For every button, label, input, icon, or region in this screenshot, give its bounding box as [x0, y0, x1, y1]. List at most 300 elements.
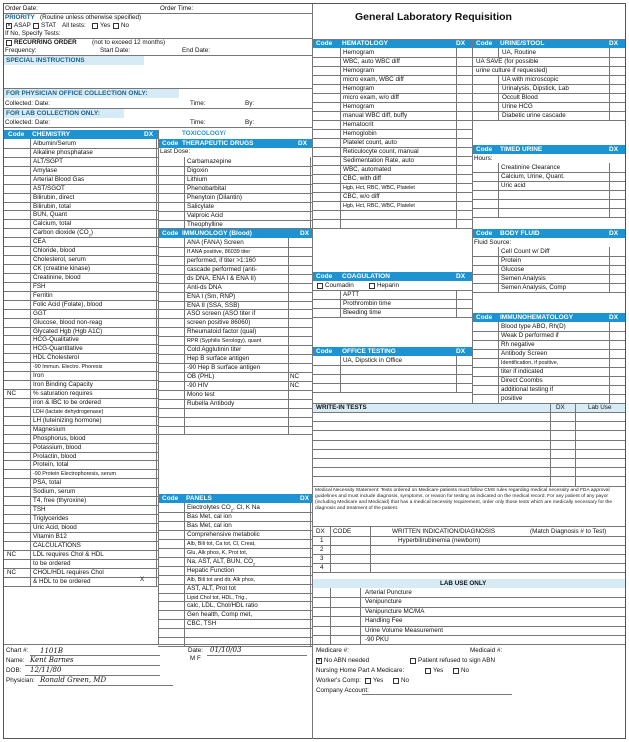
no-label: No — [401, 677, 410, 684]
end-date-label: End Date: — [182, 47, 211, 54]
dx-col-header: DX — [316, 528, 325, 535]
column-line — [312, 644, 313, 739]
chemistry-item[interactable]: -90 Protein Electrophoresis, serum — [33, 471, 116, 478]
lab-use-header: Lab Use — [588, 404, 612, 411]
timed-item[interactable]: Creatinine Clearance — [501, 164, 561, 171]
rule-line — [312, 129, 472, 130]
rule-line — [472, 292, 625, 293]
column-line — [456, 290, 457, 317]
immunohematology-item[interactable]: positive — [501, 395, 523, 402]
column-line — [609, 163, 610, 217]
immunology-item[interactable]: performed, if titer >1:160 — [187, 256, 256, 264]
medicare-statement: Medical Necessity Statement: Tests ordered on Medicare patients must follow CMS rules regarding medical necessity and FDA approval guidelines and must include diagnosis, symptoms, or reason for testing as indicated on the medical record. For any patient of any payor (including Medicare and Medicaid) that has a medical necessity requirement, order only those tests which are medically necessary for the diagnosis and treatment of the patient. — [315, 488, 613, 511]
immunology-item[interactable]: RPR (Syphilis Serology), quant — [187, 338, 262, 345]
body-fluid-item[interactable]: Semen Analysis, Comp — [501, 284, 567, 291]
section-title: IMMUNOLOGY (Blood) — [182, 230, 252, 237]
hematology-item[interactable]: micro exam, WBC diff — [343, 76, 404, 83]
chemistry-item[interactable]: Iron Binding Capacity — [33, 381, 93, 389]
chemistry-item[interactable]: -90 Immun. Electro. Phoresis — [33, 364, 103, 371]
chemistry-item[interactable]: HDL Cholesterol — [33, 354, 79, 362]
office-item[interactable]: UA, Dipstick in Office — [343, 357, 403, 364]
rule-line — [4, 219, 158, 220]
toxicology-item[interactable]: Phenytoin (Dilantin) — [187, 193, 242, 201]
rule-line — [312, 210, 472, 211]
column-line — [184, 238, 185, 434]
chemistry-item[interactable]: to be ordered — [33, 559, 71, 567]
rule-line — [312, 440, 625, 441]
rule-line — [4, 127, 312, 128]
chemistry-item[interactable]: Magnesium — [33, 425, 66, 433]
immunology-item[interactable]: Anti-ds DNA — [187, 283, 222, 291]
immunology-item[interactable]: OB (PHL) — [187, 372, 215, 380]
column-line — [288, 238, 289, 434]
immunology-item[interactable]: ANA (FANA) Screen — [187, 239, 244, 246]
chemistry-item[interactable]: HCG-Qualitative — [33, 336, 79, 344]
rule-line — [158, 166, 312, 167]
chemistry-item[interactable]: Triglycerides — [33, 515, 69, 523]
rule-line — [312, 458, 625, 459]
recurring-checkbox[interactable] — [6, 40, 12, 46]
hours-label: Hours: — [474, 155, 493, 162]
chemistry-item[interactable]: Uric Acid, blood — [33, 523, 77, 531]
diagnosis-text[interactable]: Hyperbilirubinemia (newborn) — [398, 537, 481, 544]
immunology-item[interactable]: ENA I (Sm, RNP) — [187, 292, 236, 300]
stat-label: STAT — [41, 22, 57, 29]
immunohematology-item[interactable]: titer if indicated — [501, 368, 544, 375]
code-header: Code — [8, 131, 25, 138]
rule-line — [4, 541, 158, 542]
urine-item[interactable]: Occult Blood — [502, 94, 538, 101]
urine-item[interactable]: urine culture if requested) — [476, 67, 548, 74]
immunology-item[interactable]: cascade performed (anti- — [187, 265, 257, 273]
chemistry-item[interactable]: CHOL/HDL requires Chol — [33, 568, 104, 576]
chemistry-item[interactable]: % saturation requires — [33, 390, 93, 398]
panels-item[interactable]: Electrolytes $CO_2$, Cl, K Na — [187, 504, 260, 513]
diagnosis-number: 2 — [320, 546, 324, 553]
chemistry-item[interactable]: CK (creatine kinase) — [33, 265, 91, 273]
toxicology-item[interactable]: Lithium — [187, 175, 208, 183]
order-time-label: Order Time: — [160, 5, 194, 12]
immunology-item[interactable]: ds DNA, ENA I & ENA II) — [187, 274, 256, 282]
chemistry-item[interactable]: Cholesterol, serum — [33, 256, 86, 264]
heparin-checkbox[interactable] — [369, 283, 375, 289]
immunohematology-item[interactable]: Direct Coombs — [501, 377, 543, 384]
body-fluid-item[interactable]: Glucose — [501, 266, 525, 273]
hematology-item[interactable]: micro exam, w/o diff — [343, 94, 399, 101]
hematology-item[interactable]: Hemoglobin — [343, 130, 377, 137]
immunology-item[interactable]: Mono test — [187, 390, 215, 398]
hematology-item[interactable]: WBC, automated — [343, 166, 391, 173]
body-fluid-item[interactable]: Cell Count w/ Diff — [501, 248, 550, 255]
lab-use-item[interactable]: Urine Volume Measurement — [365, 626, 444, 634]
rule-line — [312, 476, 625, 477]
rule-line — [312, 526, 625, 527]
urine-item[interactable]: UA, Routine — [502, 49, 536, 56]
chemistry-item[interactable]: Glycated Hgb (Hgb A1C) — [33, 327, 103, 335]
rule-line — [4, 532, 158, 533]
column-line — [330, 527, 331, 572]
lab-use-item[interactable]: Arterial Puncture — [365, 589, 412, 596]
immunohematology-item[interactable]: Identification, if positive, — [501, 360, 559, 366]
panels-item[interactable]: Comprehensive metabolic — [187, 530, 260, 538]
timed-item[interactable]: Uric acid — [501, 182, 526, 189]
rule-line — [312, 607, 625, 608]
hematology-item[interactable]: CBC, w/o diff — [343, 193, 380, 200]
lab-use-item[interactable]: Venipuncture MC/MA — [365, 607, 425, 615]
immunohematology-item[interactable]: additional testing if — [501, 386, 554, 393]
chemistry-item[interactable]: Arterial Blood Gas — [33, 175, 85, 183]
rule-line — [312, 66, 472, 67]
urine-item[interactable]: Urine HCG — [502, 103, 533, 110]
immunology-item[interactable]: Rubella Antibody — [187, 399, 235, 407]
chemistry-item[interactable]: & HDL to be ordered — [33, 577, 91, 585]
toxicology-item[interactable]: Phenobarbital — [187, 184, 226, 192]
rule-line — [312, 219, 472, 220]
lab-use-item[interactable]: -90 PKU — [365, 636, 389, 643]
nursing-no-checkbox[interactable] — [453, 668, 459, 674]
column-line — [609, 48, 610, 120]
priority-note: (Routine unless otherwise specified) — [40, 14, 142, 21]
column-line — [340, 356, 341, 392]
immunology-item[interactable]: ASO screen (ASO titer if — [187, 310, 256, 318]
column-line — [498, 48, 499, 57]
chemistry-item[interactable]: BUN, Quant — [33, 211, 67, 219]
rule-line — [312, 626, 625, 627]
rule-line — [312, 39, 625, 40]
workers-no-checkbox[interactable] — [393, 678, 399, 684]
immunology-item[interactable]: screen positive 86060) — [187, 319, 251, 327]
rule-line — [312, 430, 625, 431]
workers-yes-checkbox[interactable] — [365, 678, 371, 684]
coagulation-item[interactable]: APTT — [343, 291, 360, 298]
rule-line — [312, 467, 625, 468]
toxicology-item[interactable]: Carbamazepine — [187, 158, 232, 165]
chemistry-item[interactable]: Bilirubin, direct — [33, 193, 75, 201]
column-line — [370, 527, 371, 572]
chemistry-item[interactable]: Amylase — [33, 166, 58, 174]
chemistry-item[interactable]: Calcium, total — [33, 220, 72, 228]
hematology-item[interactable]: Hematocrit — [343, 121, 374, 128]
panels-item[interactable]: Hepatic Function — [187, 566, 235, 574]
refused-abn-checkbox[interactable] — [410, 658, 416, 664]
lab-use-item[interactable]: Venipuncture — [365, 598, 402, 606]
column-line — [184, 157, 185, 228]
match-note: (Match Diagnosis # to Test) — [530, 528, 607, 535]
order-date-label: Order Date: — [5, 5, 38, 12]
chemistry-item[interactable]: Albumin/Serum — [33, 140, 77, 147]
lab-use-item[interactable]: Handling Fee — [365, 617, 403, 625]
rule-line — [4, 514, 158, 515]
diagnosis-number: 1 — [320, 537, 324, 544]
dx-value: NC — [290, 372, 300, 380]
column-line — [498, 75, 499, 120]
code-header: Code — [316, 273, 333, 280]
write-in-title: WRITE-IN TESTS — [316, 404, 367, 411]
immunology-header — [158, 229, 312, 238]
yes-label: Yes — [100, 22, 111, 29]
code-header: Code — [162, 230, 179, 237]
chemistry-item[interactable]: TSH — [33, 506, 46, 514]
code-header: Code — [316, 40, 333, 47]
medicare-label: Medicare #: — [316, 647, 349, 654]
hematology-item[interactable]: Hemogram — [343, 103, 375, 110]
chemistry-item[interactable]: CALCULATIONS — [33, 541, 81, 549]
chemistry-item[interactable]: Prolactin, blood — [33, 452, 77, 460]
chemistry-item[interactable]: LDL requires Chol & HDL — [33, 550, 104, 558]
column-line — [360, 588, 361, 644]
immunohematology-item[interactable]: Rh negative — [501, 341, 535, 348]
rule-line — [472, 102, 625, 103]
hematology-item[interactable]: manual WBC diff, buffy — [343, 112, 408, 119]
panels-item[interactable]: Alb, Bili tot, Ca tot, Cl, Creat, — [187, 540, 256, 547]
rule-line — [472, 376, 625, 377]
chart-value: 1101B — [40, 647, 63, 655]
immunology-item[interactable]: If ANA positive, 86039 titer — [187, 248, 251, 255]
toxicology-item[interactable]: Theophylline — [187, 220, 223, 228]
immunology-item[interactable]: -90 Hep B surface antigen — [187, 364, 261, 372]
immunohematology-item[interactable]: Weak D performed if — [501, 332, 559, 339]
body-fluid-item[interactable]: Semen Analysis — [501, 275, 546, 282]
hematology-item[interactable]: Hemogram — [343, 49, 375, 56]
nursing-yes-checkbox[interactable] — [425, 668, 431, 674]
written-col-header: WRITTEN INDICATION/DIAGNOSIS — [392, 528, 496, 535]
office-header — [312, 347, 472, 356]
dx-header: DX — [456, 40, 466, 47]
chemistry-item[interactable]: LDH (lactate dehydrogenase) — [33, 408, 104, 415]
coagulation-item[interactable]: Bleeding time — [343, 309, 382, 316]
chemistry-item[interactable]: AST/SGOT — [33, 184, 65, 192]
coumadin-checkbox[interactable] — [317, 283, 323, 289]
no-checkbox[interactable] — [113, 23, 119, 29]
hematology-item[interactable]: Hgb, Hct, RBC, WBC, Platelet — [343, 203, 415, 209]
panels-item[interactable]: calc, LDL, Chol/HDL ratio — [187, 602, 258, 610]
chemistry-item[interactable]: LH (luteinizing hormone) — [33, 416, 102, 424]
panels-item[interactable]: Glu, Alk phos, K, Prot tot, — [187, 549, 248, 556]
panels-item[interactable]: Bas Met, cal ion — [187, 521, 232, 529]
chemistry-item[interactable]: Vitamin B12 — [33, 532, 67, 540]
rule-line — [312, 174, 472, 175]
rule-line — [4, 644, 625, 645]
column-line — [498, 163, 499, 217]
chemistry-item[interactable]: Glucose, blood non-reag — [33, 318, 102, 326]
rule-line — [38, 685, 173, 686]
rule-line — [312, 545, 625, 546]
chemistry-item[interactable]: ALT/SGPT — [33, 157, 63, 165]
chemistry-item[interactable]: Ferritin — [33, 291, 53, 299]
rule-line — [312, 572, 625, 573]
rule-line — [4, 202, 158, 203]
rule-line — [312, 317, 472, 318]
panels-item[interactable]: Gen health, Comp met, — [187, 611, 253, 619]
code-header: Code — [476, 314, 493, 321]
code-header: Code — [162, 140, 179, 147]
physician-label: Physician: — [6, 677, 35, 684]
hematology-item[interactable]: WBC, auto WBC diff — [343, 58, 400, 65]
hematology-item[interactable]: Hemogram — [343, 85, 375, 92]
chemistry-item[interactable]: CEA — [33, 238, 46, 246]
code-value: NC — [7, 390, 17, 398]
rule-line — [4, 487, 158, 488]
chemistry-item[interactable]: T4, free (thyroxine) — [33, 497, 87, 505]
hematology-item[interactable]: Platelet count, auto — [343, 139, 397, 146]
chemistry-item[interactable]: Chloride, blood — [33, 247, 76, 255]
timed-urine-header — [472, 145, 625, 154]
section-title: COAGULATION — [342, 273, 390, 280]
rule-line — [4, 335, 158, 336]
rule-line — [312, 449, 625, 450]
collected-label: Collected: — [5, 119, 34, 126]
column-line — [550, 403, 551, 486]
chemistry-item[interactable]: PSA, total — [33, 479, 62, 487]
column-line — [498, 247, 499, 292]
urine-item[interactable]: Urinalysis, Dipstick, Lab — [502, 85, 569, 92]
urine-item[interactable]: Diabetic urine cascade — [502, 112, 566, 119]
rule-line — [158, 434, 312, 435]
rule-line — [312, 165, 472, 166]
chemistry-item[interactable]: Protein, total — [33, 461, 69, 469]
column-line — [472, 39, 473, 403]
panels-item[interactable]: Alb, Bili tot and dir, Alk phos, — [187, 576, 256, 583]
timed-item[interactable]: Calcium, Urine, Quant. — [501, 173, 565, 180]
rule-line — [472, 274, 625, 275]
body-fluid-item[interactable]: Protein — [501, 257, 521, 264]
immunology-item[interactable]: Cold Agglutinin titer — [187, 346, 242, 354]
rule-line — [472, 199, 625, 200]
panels-item[interactable]: CBC, TSH — [187, 620, 217, 628]
body-fluid-header — [472, 229, 625, 238]
panels-item[interactable]: Na, AST, ALT, BUN, $CO_2$ — [187, 557, 256, 566]
yes-label: Yes — [433, 667, 444, 674]
frequency-label: Frequency: — [5, 47, 37, 54]
rule-line — [4, 273, 158, 274]
asap-checkbox[interactable]: × — [7, 23, 11, 29]
urine-item[interactable]: UA with microscopic — [502, 76, 559, 83]
column-line — [498, 322, 499, 403]
section-title: THERAPEUTIC DRUGS — [182, 140, 254, 147]
chemistry-item[interactable]: Creatinine, blood — [33, 273, 81, 281]
immunology-item[interactable]: ENA II (SSA, SSB) — [187, 301, 240, 309]
rule-line — [312, 635, 625, 636]
hematology-item[interactable]: Hgb, Hct, RBC, WBC, Platelet — [343, 185, 415, 191]
priority-label: PRIORITY — [5, 14, 35, 21]
rule-line — [4, 291, 158, 292]
chemistry-item[interactable]: Iron — [33, 372, 44, 380]
rule-line — [472, 217, 625, 218]
coumadin-label: Coumadin — [325, 282, 354, 289]
rule-line — [4, 559, 158, 560]
rule-line — [312, 84, 472, 85]
column-line — [184, 503, 185, 646]
toxicology-item[interactable]: Digoxin — [187, 166, 208, 174]
physician-collection-heading: FOR PHYSICIAN OFFICE COLLECTION ONLY: — [4, 89, 179, 98]
column-line — [340, 290, 341, 317]
date-value: 01/10/03 — [210, 646, 242, 654]
dx-header: DX — [609, 314, 619, 321]
time-label: Time: — [190, 100, 206, 107]
urine-item[interactable]: UA SAVE (for possible — [476, 58, 539, 65]
chemistry-item[interactable]: HCG-Quantitative — [33, 345, 83, 353]
rule-line — [312, 102, 472, 103]
hematology-item[interactable]: Reticulocyte count, manual — [343, 148, 419, 155]
chemistry-item[interactable]: Potassium, blood — [33, 443, 82, 451]
sex-marker: M F — [190, 655, 201, 662]
chemistry-item[interactable]: iron & IBC to be ordered — [33, 398, 101, 406]
dx-header: DX — [300, 495, 310, 502]
hematology-item[interactable]: CBC, with diff — [343, 175, 382, 182]
panels-item[interactable]: AST, ALT, Prot tot — [187, 584, 236, 592]
rule-line — [312, 554, 625, 555]
date-label: Date: — [188, 647, 204, 654]
rule-line — [312, 421, 625, 422]
column-line — [158, 130, 159, 644]
dx-header: DX — [298, 140, 308, 147]
rule-line — [158, 619, 312, 620]
immunohematology-item[interactable]: Blood type ABO, Rh(D) — [501, 323, 566, 330]
chemistry-item[interactable]: Phosphorus, blood — [33, 434, 86, 442]
rule-line — [472, 190, 625, 191]
toxicology-item[interactable]: Valproic Acid — [187, 211, 223, 219]
code-header: Code — [476, 230, 493, 237]
chemistry-item[interactable]: Carbon dioxide $(CO_2)$ — [33, 229, 93, 238]
rule-line — [312, 299, 472, 300]
rule-line — [312, 308, 472, 309]
immunology-item[interactable]: Hep B surface antigen — [187, 355, 250, 363]
rule-line — [4, 210, 158, 211]
yes-checkbox[interactable] — [92, 23, 98, 29]
chemistry-item[interactable]: Alkaline phosphatase — [33, 148, 93, 156]
column-line — [609, 247, 610, 292]
time-label: Time: — [190, 119, 206, 126]
no-abn-checkbox[interactable]: × — [317, 658, 321, 664]
column-line — [310, 157, 311, 228]
rule-line — [312, 290, 472, 291]
rule-line — [312, 392, 472, 393]
section-title: CHEMISTRY — [32, 131, 71, 138]
chemistry-item[interactable]: Folic Acid (Folate), blood — [33, 300, 103, 308]
rule-line — [158, 220, 312, 221]
chemistry-item[interactable]: GGT — [33, 309, 47, 317]
collected-label: Collected: — [5, 100, 34, 107]
company-account-label: Company Account: — [316, 687, 369, 694]
coagulation-item[interactable]: Prothrombin time — [343, 300, 391, 307]
date-label: Date: — [35, 119, 51, 126]
panels-item[interactable]: Bas Met, cal ion — [187, 512, 232, 520]
immunology-item[interactable]: Rheumatoid factor (qual) — [187, 328, 257, 336]
rule-line — [4, 157, 158, 158]
section-title: PANELS — [186, 495, 212, 502]
toxicology-item[interactable]: Salicylate — [187, 202, 214, 210]
panels-item[interactable]: Lipid Chol tot, HDL, Trig., — [187, 594, 248, 601]
chemistry-item[interactable]: Sodium, serum — [33, 488, 76, 496]
immunology-item[interactable]: -90 HIV — [187, 381, 209, 389]
rule-line — [472, 349, 625, 350]
immunohematology-item[interactable]: Antibody Screen — [501, 350, 548, 357]
dx-value: NC — [290, 381, 300, 389]
hematology-item[interactable]: Sedimentation Rate, auto — [343, 157, 415, 164]
rule-line — [4, 193, 158, 194]
rule-line — [4, 309, 158, 310]
code-value: NC — [7, 550, 17, 558]
chemistry-item[interactable]: FSH — [33, 282, 46, 290]
hematology-item[interactable]: Hemogram — [343, 67, 375, 74]
stat-checkbox[interactable] — [33, 23, 39, 29]
section-title: HEMATOLOGY — [342, 40, 388, 47]
recurring-label: RECURRING ORDER — [14, 39, 77, 46]
chemistry-item[interactable]: Bilirubin, total — [33, 202, 71, 210]
diagnosis-number: 3 — [320, 555, 324, 562]
code-header: Code — [476, 40, 493, 47]
rule-line — [4, 523, 158, 524]
